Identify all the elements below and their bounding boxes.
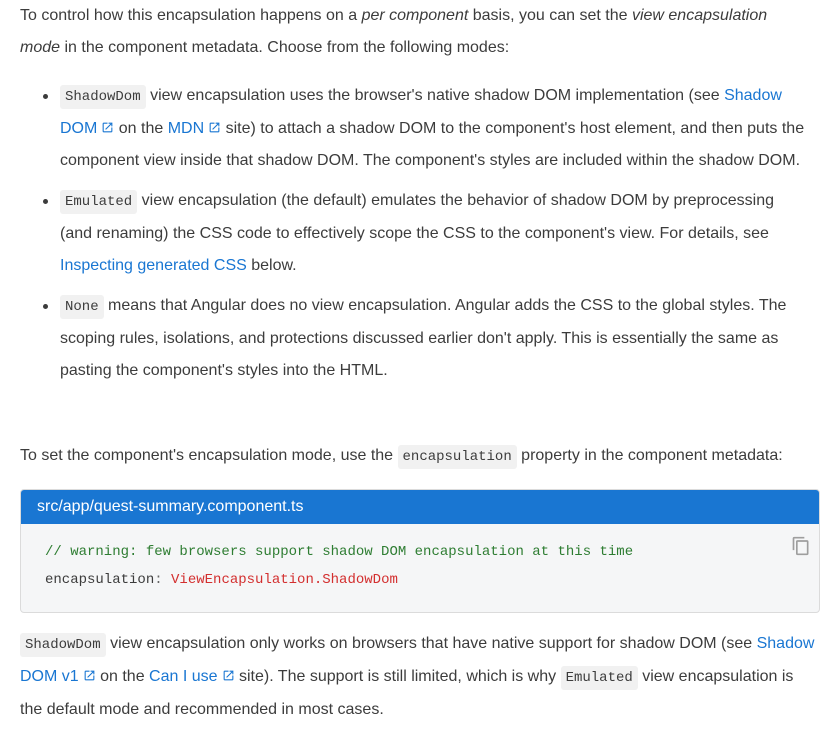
list-item-text: means that Angular does no view encapsulation. Angular adds the CSS to the global styles. The scoping rules, isolations, and protections discussed earlier don't apply. This is essentially the same as pasting the component's styles into the HTML. [60, 297, 787, 379]
paragraph-text: view encapsulation is the default mode and recommended in most cases. [20, 668, 794, 718]
external-link-icon [222, 669, 235, 682]
inline-code-emulated: Emulated [60, 190, 137, 214]
can-i-use-link[interactable] [149, 668, 234, 685]
link-label: MDN [167, 120, 205, 137]
list-item-shadowdom [20, 80, 810, 177]
paragraph-text: property in the component metadata: [516, 447, 783, 464]
paragraph-text: on the [95, 668, 150, 685]
inline-code-shadowdom: ShadowDom [20, 633, 106, 657]
inline-code-shadowdom: ShadowDom [60, 85, 146, 109]
list-item-emulated [20, 185, 810, 282]
set-mode-paragraph [20, 440, 820, 473]
encapsulation-modes-list [20, 80, 810, 395]
paragraph-text: To set the component's encapsulation mode, use the [20, 447, 398, 464]
intro-text: To control how this encapsulation happens on a [20, 7, 362, 24]
copy-icon[interactable] [791, 534, 811, 558]
intro-emphasis-view-encapsulation-mode: view encapsulation mode [20, 7, 768, 56]
external-link-icon [101, 121, 114, 134]
list-item-text: site) to attach a shadow DOM to the component's host element, and then puts the component view inside that shadow DOM. The component's styles are included within the shadow DOM. [60, 120, 805, 169]
code-key: encapsulation [45, 572, 155, 588]
list-item-text: on the [114, 120, 168, 137]
code-comment: // warning: few browsers support shadow DOM encapsulation at this time [45, 544, 634, 560]
intro-text: in the component metadata. Choose from the following modes: [60, 39, 510, 56]
external-link-icon [208, 121, 221, 134]
inspecting-generated-css-link[interactable]: Inspecting generated CSS [60, 257, 247, 274]
link-label: Shadow DOM v1 [20, 635, 815, 685]
mdn-link[interactable] [168, 120, 221, 137]
code-colon: : [154, 572, 172, 588]
code-value: ViewEncapsulation.ShadowDom [171, 572, 398, 588]
external-link-icon [83, 669, 96, 682]
inline-code-emulated: Emulated [561, 666, 638, 690]
list-item-text: view encapsulation uses the browser's native shadow DOM implementation (see [145, 87, 725, 104]
intro-paragraph [20, 0, 800, 64]
list-item-text: view encapsulation (the default) emulates the behavior of shadow DOM by preprocessing (and renaming) the CSS code to effectively scope the CSS to the component's view. For details, see [60, 192, 775, 242]
intro-emphasis-per-component: per component [361, 7, 469, 24]
list-item-none [20, 290, 810, 387]
inline-code-none: None [60, 295, 104, 319]
intro-text: basis, you can set the [468, 7, 632, 24]
paragraph-text: view encapsulation only works on browsers that have native support for shadow DOM (see [105, 635, 757, 652]
code-block [21, 524, 819, 608]
code-example [20, 489, 820, 613]
list-item-text: below. [246, 257, 297, 274]
link-label: Shadow DOM [60, 87, 782, 137]
code-filename-header: src/app/quest-summary.component.ts [21, 490, 819, 524]
paragraph-text: site). The support is still limited, which is why [234, 668, 561, 685]
browser-support-paragraph [20, 628, 820, 726]
link-label: Can I use [149, 668, 218, 685]
inline-code-encapsulation: encapsulation [398, 445, 517, 469]
